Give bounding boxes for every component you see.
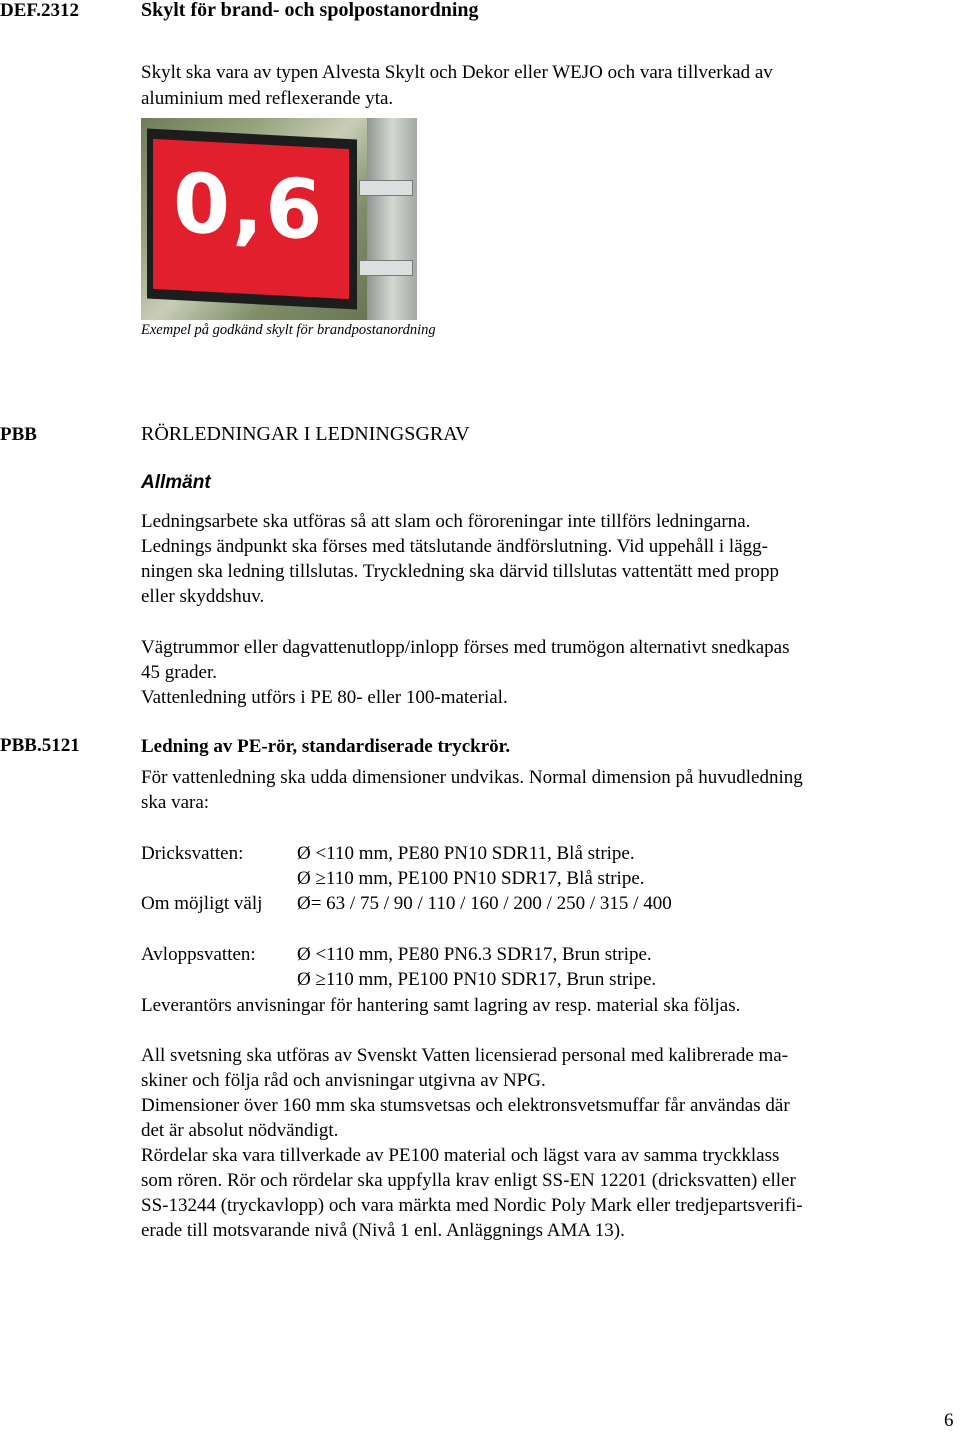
welding-line3: Dimensioner över 160 mm ska stumsvetsas och elektronsvetsmuffar får användas där <box>141 1095 790 1116</box>
pbb-p2-line3: Vattenledning utförs i PE 80- eller 100-material. <box>141 687 508 708</box>
photo-caption: Exempel på godkänd skylt för brandpostanordning <box>141 322 436 338</box>
sewage-label: Avloppsvatten: <box>141 944 256 965</box>
drinking-water-spec-2: Ø ≥110 mm, PE100 PN10 SDR17, Blå stripe. <box>297 868 645 889</box>
section-code-pbb5121: PBB.5121 <box>0 735 80 756</box>
welding-line5: Rördelar ska vara tillverkade av PE100 material och lägst vara av samma tryckklass <box>141 1145 780 1166</box>
def2312-text-line1: Skylt ska vara av typen Alvesta Skylt och Dekor eller WEJO och vara tillverkad av <box>141 62 773 83</box>
sign-post <box>367 118 417 320</box>
pbb-p2-line1: Vägtrummor eller dagvattenutlopp/inlopp förses med trumögon alternativt snedkapas <box>141 637 790 658</box>
sign-bracket-top <box>359 180 413 196</box>
sign-photo <box>141 118 417 320</box>
pbb5121-intro-line1: För vattenledning ska udda dimensioner undvikas. Normal dimension på huvudledning <box>141 767 803 788</box>
welding-line1: All svetsning ska utföras av Svenskt Vatten licensierad personal med kalibrerade ma- <box>141 1045 789 1066</box>
section-title-def2312: Skylt för brand- och spolpostanordning <box>141 0 479 21</box>
welding-line2: skiner och följa råd och anvisningar utgivna av NPG. <box>141 1070 546 1091</box>
choose-values: Ø= 63 / 75 / 90 / 110 / 160 / 200 / 250 / 315 / 400 <box>297 893 672 914</box>
welding-line6: som rören. Rör och rördelar ska uppfylla krav enligt SS-EN 12201 (dricksvatten) eller <box>141 1170 796 1191</box>
sign-text: 0,6 <box>173 156 325 259</box>
def2312-text-line2: aluminium med reflexerande yta. <box>141 88 394 109</box>
pbb-p1-line2: Lednings ändpunkt ska förses med tätslutande ändförslutning. Vid uppehåll i lägg- <box>141 536 768 557</box>
pbb-p2-line2: 45 grader. <box>141 662 217 683</box>
section-title-pbb5121: Ledning av PE-rör, standardiserade tryckrör. <box>141 736 511 757</box>
sewage-spec-2: Ø ≥110 mm, PE100 PN10 SDR17, Brun stripe. <box>297 969 657 990</box>
welding-line8: erade till motsvarande nivå (Nivå 1 enl. Anläggnings AMA 13). <box>141 1220 625 1241</box>
pbb-p1-line3: ningen ska ledning tillslutas. Tryckledning ska därvid tillslutas vattentätt med propp <box>141 561 780 582</box>
choose-label: Om möjligt välj <box>141 893 263 914</box>
subheading-allmant: Allmänt <box>141 472 211 493</box>
section-code-def2312: DEF.2312 <box>0 0 80 21</box>
pbb-p1-line4: eller skyddshuv. <box>141 586 265 607</box>
drinking-water-label: Dricksvatten: <box>141 843 244 864</box>
page-number: 6 <box>944 1410 954 1431</box>
section-code-pbb: PBB <box>0 424 37 445</box>
supplier-instructions: Leverantörs anvisningar för hantering samt lagring av resp. material ska följas. <box>141 995 741 1016</box>
sewage-spec-1: Ø <110 mm, PE80 PN6.3 SDR17, Brun stripe. <box>297 944 652 965</box>
section-title-pbb: RÖRLEDNINGAR I LEDNINGSGRAV <box>141 423 470 445</box>
drinking-water-spec-1: Ø <110 mm, PE80 PN10 SDR11, Blå stripe. <box>297 843 635 864</box>
sign-bracket-bottom <box>359 260 413 276</box>
pbb-p1-line1: Ledningsarbete ska utföras så att slam och föroreningar inte tillförs ledningarna. <box>141 511 751 532</box>
pbb5121-intro-line2: ska vara: <box>141 792 210 813</box>
welding-line4: det är absolut nödvändigt. <box>141 1120 339 1141</box>
welding-line7: SS-13244 (tryckavlopp) och vara märkta med Nordic Poly Mark eller tredjepartsverifi- <box>141 1195 803 1216</box>
